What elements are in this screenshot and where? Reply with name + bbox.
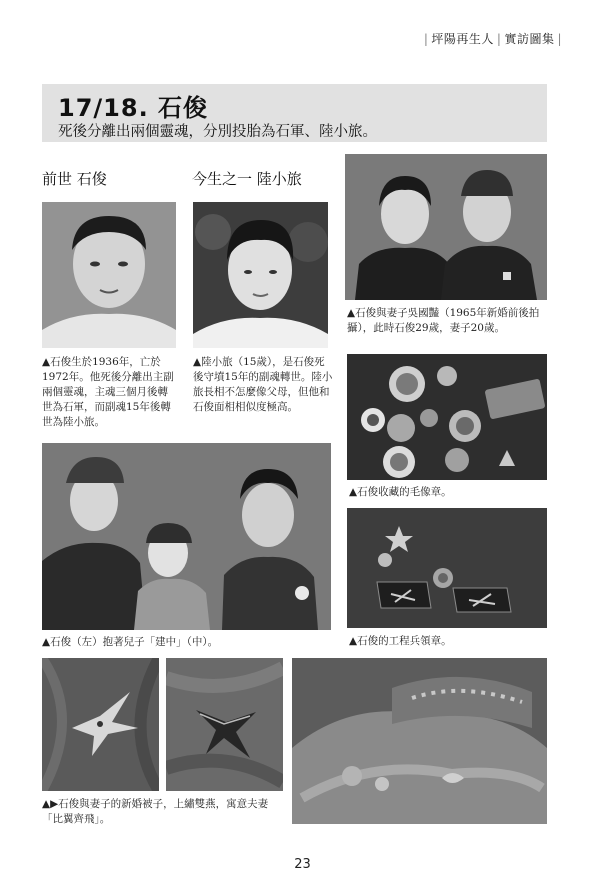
photo-quilt-swallow-right <box>166 658 283 791</box>
photo-quilt-swallow-left <box>42 658 159 791</box>
page-title: 17/18. 石俊 <box>58 94 209 122</box>
past-life-label: 前世 石俊 <box>42 170 107 188</box>
present-life-label: 今生之一 陸小旅 <box>192 170 302 188</box>
caption-collar: ▲石俊的工程兵領章。 <box>349 635 452 647</box>
caption-badges: ▲石俊收藏的毛像章。 <box>349 486 452 498</box>
section-title: 實訪圖集 <box>504 32 555 46</box>
caption-quilt: ▲▶石俊與妻子的新婚被子，上繡雙燕，寓意夫妻「比翼齊飛」。 <box>42 798 269 825</box>
photo-shijun-portrait <box>42 202 176 348</box>
photo-shijun-with-son <box>42 443 331 630</box>
caption-luxiaolv: ▲陸小旅（15歲），是石俊死後守墳15年的副魂轉世。陸小旅長相不怎麼像父母，但他和石俊面相相似度極高。 <box>193 356 333 413</box>
caption-son: ▲石俊（左）抱著兒子「建中」（中）。 <box>42 636 219 648</box>
page-subtitle: 死後分離出兩個靈魂，分別投胎為石軍、陸小旅。 <box>58 124 377 140</box>
photo-quilt-folded <box>292 658 547 824</box>
caption-shijun: ▲石俊生於1936年，亡於1972年。他死後分離出主副兩個靈魂，主魂三個月後轉世為石軍，而副魂15年後轉世為陸小旅。 <box>42 356 174 428</box>
page-number: 23 <box>294 857 311 872</box>
photo-collar-insignia <box>347 508 547 628</box>
photo-badges <box>347 354 547 480</box>
running-header: | 坪陽再生人 | 實訪圖集 | <box>423 32 562 46</box>
photo-luxiaolv-portrait <box>193 202 328 348</box>
book-title: 坪陽再生人 <box>431 32 494 46</box>
photo-couple <box>345 154 547 300</box>
caption-couple: ▲石俊與妻子吳國豔（1965年新婚前後拍攝），此時石俊29歲，妻子20歲。 <box>347 307 540 334</box>
